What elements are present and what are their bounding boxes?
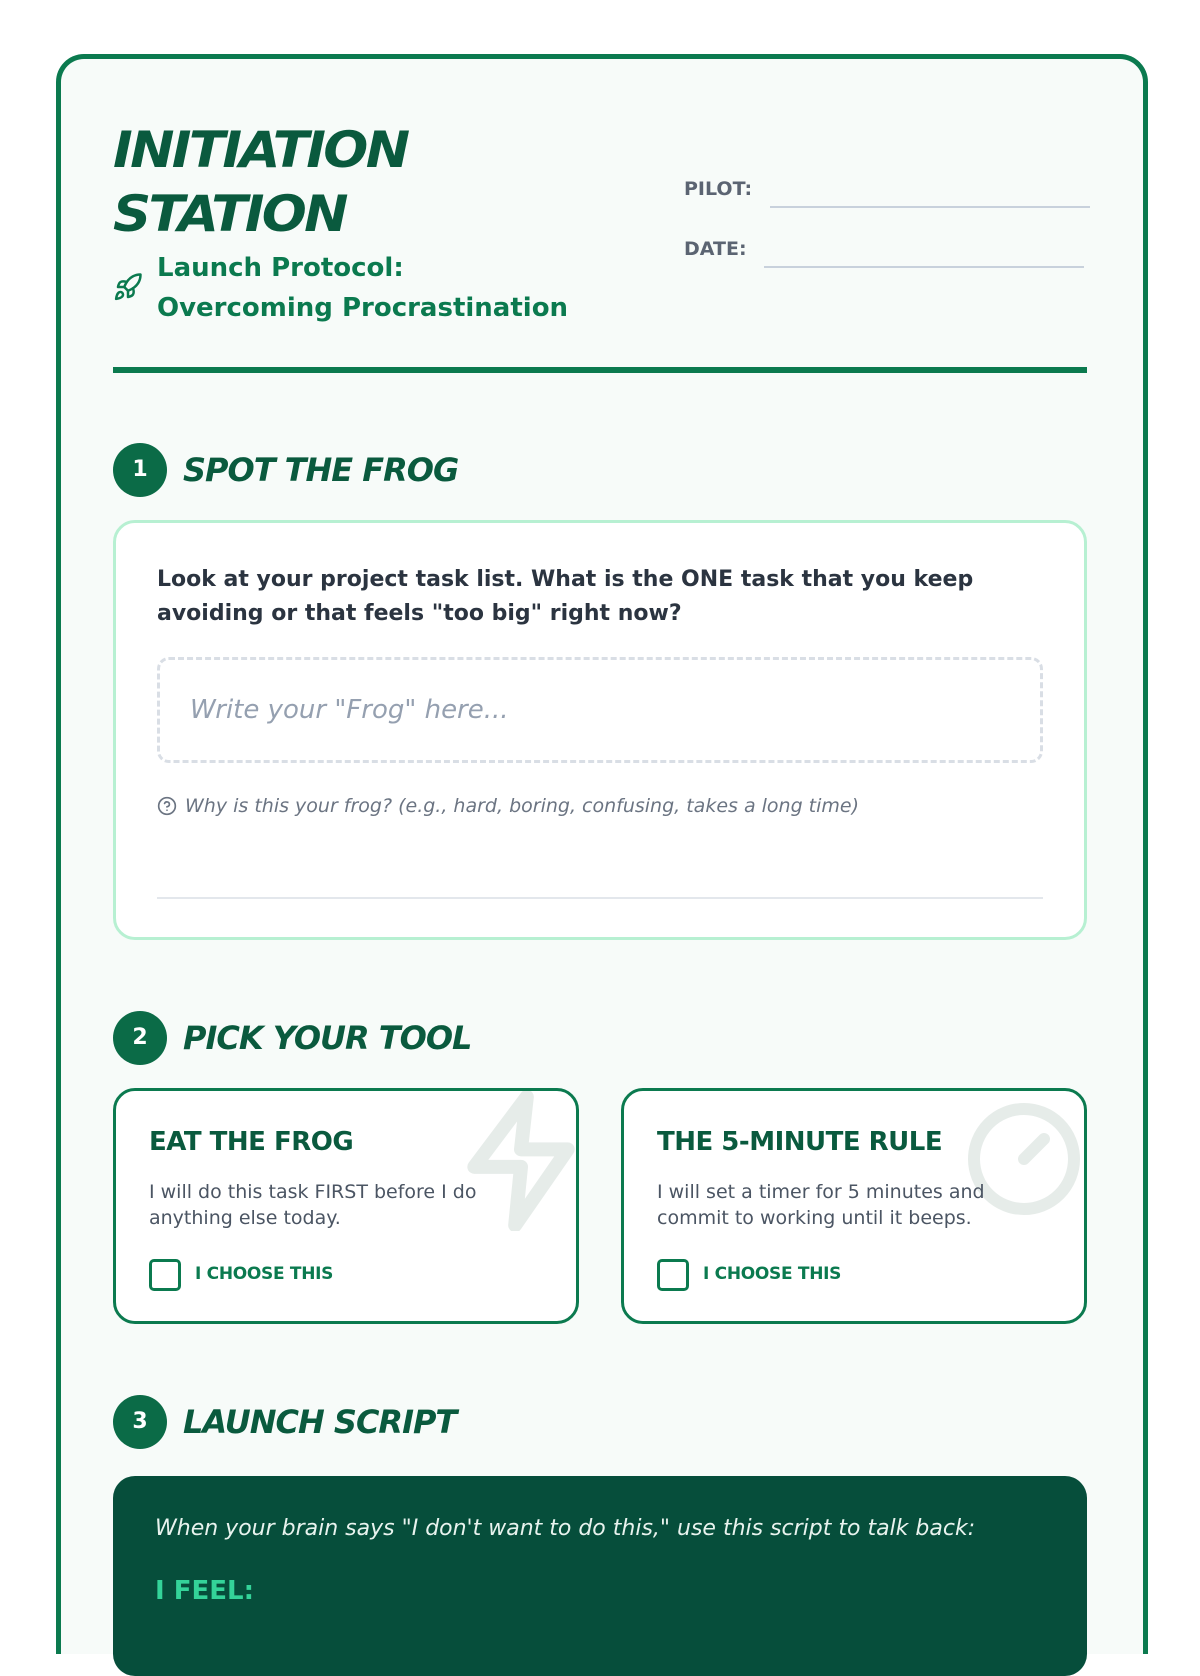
- launch-script-box: [113, 1476, 1087, 1676]
- section-title: PICK YOUR TOOL: [183, 1019, 472, 1057]
- pilot-line[interactable]: [770, 206, 1090, 208]
- section-2-header: [113, 1011, 913, 1065]
- choose-option[interactable]: [149, 1259, 449, 1295]
- header-divider: [113, 367, 1087, 373]
- section-3-header: [113, 1395, 913, 1449]
- why-answer-line[interactable]: [157, 897, 1043, 899]
- section-number-badge: 2: [113, 1011, 167, 1065]
- choose-checkbox[interactable]: [657, 1259, 689, 1291]
- tool-description: I will set a timer for 5 minutes and commit to working until it beeps.: [657, 1181, 985, 1229]
- why-prompt-row: [157, 793, 1057, 821]
- title-line-2: STATION: [113, 185, 346, 243]
- frog-question: Look at your project task list. What is the ONE task that you keep avoiding or that feels "too big" right now?: [157, 567, 974, 626]
- why-prompt: Why is this your frog? (e.g., hard, boring, confusing, takes a long time): [185, 795, 860, 817]
- choose-label: I CHOOSE THIS: [703, 1264, 842, 1284]
- title-line-1: INITIATION: [113, 121, 408, 179]
- tool-card-5-minute-rule: [621, 1088, 1087, 1324]
- section-title: LAUNCH SCRIPT: [183, 1403, 457, 1441]
- section-number-badge: 1: [113, 443, 167, 497]
- section-title: SPOT THE FROG: [183, 451, 459, 489]
- date-label: DATE:: [684, 238, 747, 260]
- script-intro: When your brain says "I don't want to do this," use this script to talk back:: [155, 1516, 976, 1541]
- date-field[interactable]: [684, 238, 1094, 268]
- choose-option[interactable]: [657, 1259, 957, 1295]
- choose-checkbox[interactable]: [149, 1259, 181, 1291]
- tool-description: I will do this task FIRST before I do anything else today.: [149, 1181, 477, 1229]
- script-feel-label: I FEEL:: [155, 1576, 254, 1606]
- frog-input[interactable]: [157, 657, 1043, 763]
- section-1-header: [113, 443, 913, 497]
- tool-card-eat-the-frog: [113, 1088, 579, 1324]
- subtitle: Launch Protocol: Overcoming Procrastination: [157, 253, 569, 323]
- tool-title: THE 5-MINUTE RULE: [657, 1127, 943, 1157]
- page-title: [113, 118, 407, 246]
- section-number-badge: 3: [113, 1395, 167, 1449]
- rocket-icon: [113, 272, 143, 302]
- spot-the-frog-box: [113, 520, 1087, 940]
- pilot-label: PILOT:: [684, 178, 753, 200]
- tool-title: EAT THE FROG: [149, 1127, 354, 1157]
- pilot-field[interactable]: [684, 178, 1094, 208]
- date-line[interactable]: [764, 266, 1084, 268]
- help-circle-icon: [157, 796, 177, 816]
- choose-label: I CHOOSE THIS: [195, 1264, 334, 1284]
